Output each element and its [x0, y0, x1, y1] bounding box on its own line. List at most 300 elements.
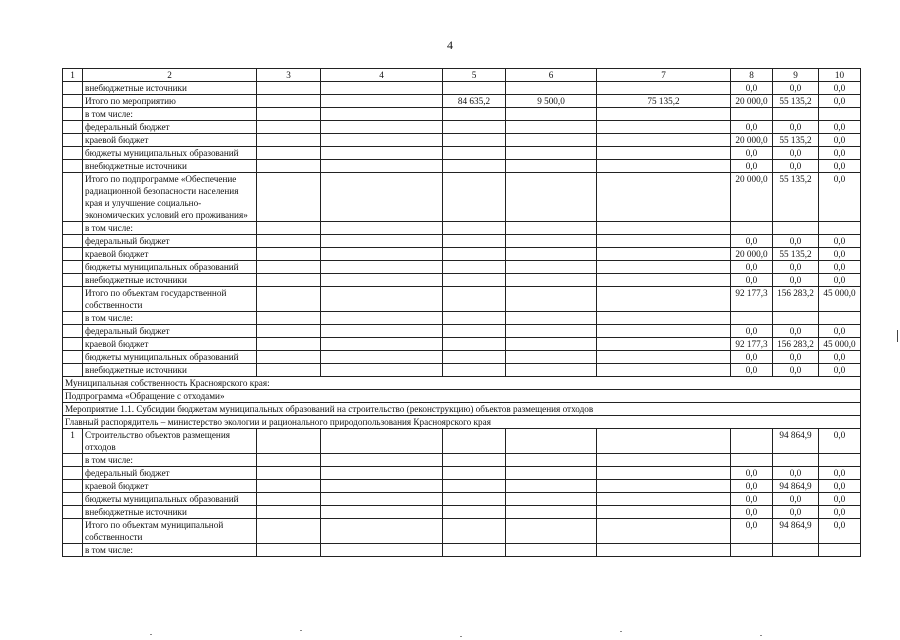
- col-7-value: [597, 519, 731, 544]
- col-4-cell: [321, 351, 443, 364]
- row-number-cell: [63, 248, 83, 261]
- row-number-cell: [63, 338, 83, 351]
- col-8-value: [731, 454, 773, 467]
- row-number-cell: [63, 134, 83, 147]
- col-8-value: 92 177,3: [731, 287, 773, 312]
- col-9-value: [773, 222, 819, 235]
- row-number-cell: [63, 287, 83, 312]
- row-label-cell: внебюджетные источники: [83, 506, 257, 519]
- col-6-value: [506, 429, 597, 454]
- section-row: [63, 377, 861, 390]
- table-row: [63, 519, 861, 544]
- col-6-value: 9 500,0: [506, 95, 597, 108]
- col-6-value: [506, 480, 597, 493]
- col-4-cell: [321, 544, 443, 557]
- column-header: 2: [83, 69, 257, 82]
- col-7-value: 75 135,2: [597, 95, 731, 108]
- col-6-value: [506, 325, 597, 338]
- section-heading: Подпрограмма «Обращение с отходами»: [63, 390, 861, 403]
- col-3-cell: [257, 147, 321, 160]
- col-5-value: [443, 235, 506, 248]
- row-number-cell: [63, 351, 83, 364]
- section-row: [63, 403, 861, 416]
- col-5-value: [443, 454, 506, 467]
- col-9-value: 94 864,9: [773, 519, 819, 544]
- col-6-value: [506, 454, 597, 467]
- column-header: 6: [506, 69, 597, 82]
- col-5-value: [443, 222, 506, 235]
- col-7-value: [597, 454, 731, 467]
- col-4-cell: [321, 287, 443, 312]
- col-5-value: [443, 147, 506, 160]
- col-9-value: 55 135,2: [773, 173, 819, 222]
- col-8-value: 92 177,3: [731, 338, 773, 351]
- column-header: 9: [773, 69, 819, 82]
- col-7-value: [597, 248, 731, 261]
- col-10-value: [819, 544, 861, 557]
- col-3-cell: [257, 82, 321, 95]
- row-label-cell: в том числе:: [83, 454, 257, 467]
- col-3-cell: [257, 248, 321, 261]
- col-5-value: [443, 82, 506, 95]
- scan-dot: [300, 630, 302, 631]
- col-6-value: [506, 160, 597, 173]
- col-10-value: 0,0: [819, 248, 861, 261]
- col-6-value: [506, 274, 597, 287]
- budget-table: [62, 68, 861, 557]
- col-7-value: [597, 429, 731, 454]
- row-number-cell: [63, 312, 83, 325]
- table-row: [63, 429, 861, 454]
- col-7-value: [597, 82, 731, 95]
- col-6-value: [506, 261, 597, 274]
- col-3-cell: [257, 544, 321, 557]
- col-6-value: [506, 467, 597, 480]
- row-number-cell: [63, 108, 83, 121]
- table-row: [63, 108, 861, 121]
- col-8-value: 20 000,0: [731, 173, 773, 222]
- row-label-cell: Итого по объектам муниципальной собственности: [83, 519, 257, 544]
- col-7-value: [597, 108, 731, 121]
- col-8-value: 0,0: [731, 82, 773, 95]
- col-7-value: [597, 160, 731, 173]
- col-8-value: 20 000,0: [731, 95, 773, 108]
- col-6-value: [506, 287, 597, 312]
- col-6-value: [506, 493, 597, 506]
- row-label-cell: федеральный бюджет: [83, 467, 257, 480]
- row-number-cell: [63, 519, 83, 544]
- col-10-value: 0,0: [819, 519, 861, 544]
- row-label-cell: внебюджетные источники: [83, 160, 257, 173]
- col-8-value: [731, 544, 773, 557]
- col-5-value: [443, 493, 506, 506]
- col-8-value: 0,0: [731, 147, 773, 160]
- table-row: [63, 222, 861, 235]
- col-5-value: [443, 351, 506, 364]
- col-10-value: 0,0: [819, 173, 861, 222]
- col-3-cell: [257, 519, 321, 544]
- col-6-value: [506, 147, 597, 160]
- col-5-value: [443, 108, 506, 121]
- col-6-value: [506, 248, 597, 261]
- col-9-value: 0,0: [773, 506, 819, 519]
- column-header: 4: [321, 69, 443, 82]
- col-3-cell: [257, 173, 321, 222]
- col-9-value: 0,0: [773, 235, 819, 248]
- row-label-cell: в том числе:: [83, 544, 257, 557]
- row-number-cell: [63, 160, 83, 173]
- col-3-cell: [257, 338, 321, 351]
- col-4-cell: [321, 108, 443, 121]
- col-6-value: [506, 506, 597, 519]
- row-label-cell: краевой бюджет: [83, 480, 257, 493]
- col-6-value: [506, 121, 597, 134]
- col-3-cell: [257, 364, 321, 377]
- col-3-cell: [257, 235, 321, 248]
- col-5-value: [443, 364, 506, 377]
- col-4-cell: [321, 274, 443, 287]
- table-row: [63, 134, 861, 147]
- col-3-cell: [257, 325, 321, 338]
- col-9-value: 94 864,9: [773, 429, 819, 454]
- scan-dot: [760, 635, 762, 636]
- row-number-cell: [63, 544, 83, 557]
- col-9-value: [773, 454, 819, 467]
- col-9-value: 0,0: [773, 82, 819, 95]
- table-row: [63, 480, 861, 493]
- col-5-value: [443, 274, 506, 287]
- row-number-cell: [63, 325, 83, 338]
- col-10-value: 0,0: [819, 121, 861, 134]
- row-label-cell: в том числе:: [83, 108, 257, 121]
- col-10-value: 45 000,0: [819, 338, 861, 351]
- table-header-row: [63, 69, 861, 82]
- col-9-value: 0,0: [773, 160, 819, 173]
- scan-dot: [460, 636, 462, 637]
- col-7-value: [597, 134, 731, 147]
- col-8-value: [731, 108, 773, 121]
- col-9-value: 0,0: [773, 147, 819, 160]
- col-3-cell: [257, 95, 321, 108]
- col-4-cell: [321, 519, 443, 544]
- column-header: 8: [731, 69, 773, 82]
- col-3-cell: [257, 351, 321, 364]
- col-4-cell: [321, 261, 443, 274]
- table-row: [63, 544, 861, 557]
- row-number-cell: [63, 121, 83, 134]
- row-number-cell: [63, 506, 83, 519]
- col-3-cell: [257, 222, 321, 235]
- col-6-value: [506, 82, 597, 95]
- section-row: [63, 390, 861, 403]
- col-4-cell: [321, 248, 443, 261]
- col-7-value: [597, 480, 731, 493]
- col-4-cell: [321, 338, 443, 351]
- row-label-cell: внебюджетные источники: [83, 274, 257, 287]
- col-8-value: [731, 429, 773, 454]
- col-10-value: 0,0: [819, 493, 861, 506]
- col-7-value: [597, 173, 731, 222]
- col-6-value: [506, 312, 597, 325]
- row-number-cell: [63, 364, 83, 377]
- row-number-cell: [63, 235, 83, 248]
- row-label-cell: Строительство объектов размещения отходов: [83, 429, 257, 454]
- col-6-value: [506, 544, 597, 557]
- col-3-cell: [257, 287, 321, 312]
- col-10-value: [819, 312, 861, 325]
- col-9-value: 0,0: [773, 261, 819, 274]
- row-number-cell: [63, 95, 83, 108]
- col-5-value: 84 635,2: [443, 95, 506, 108]
- col-10-value: 0,0: [819, 261, 861, 274]
- col-4-cell: [321, 147, 443, 160]
- col-10-value: 0,0: [819, 325, 861, 338]
- column-header: 5: [443, 69, 506, 82]
- row-label-cell: федеральный бюджет: [83, 121, 257, 134]
- col-7-value: [597, 312, 731, 325]
- col-8-value: 0,0: [731, 351, 773, 364]
- col-9-value: 94 864,9: [773, 480, 819, 493]
- col-9-value: [773, 108, 819, 121]
- row-number-cell: [63, 454, 83, 467]
- row-label-cell: бюджеты муниципальных образований: [83, 261, 257, 274]
- table-row: [63, 312, 861, 325]
- table-row: [63, 506, 861, 519]
- col-10-value: 0,0: [819, 235, 861, 248]
- col-4-cell: [321, 95, 443, 108]
- table-row: [63, 160, 861, 173]
- col-9-value: 0,0: [773, 351, 819, 364]
- col-4-cell: [321, 364, 443, 377]
- section-heading: Муниципальная собственность Красноярского края:: [63, 377, 861, 390]
- row-number-cell: [63, 274, 83, 287]
- col-10-value: 0,0: [819, 351, 861, 364]
- col-10-value: 0,0: [819, 274, 861, 287]
- col-7-value: [597, 261, 731, 274]
- col-8-value: 0,0: [731, 160, 773, 173]
- col-7-value: [597, 544, 731, 557]
- col-4-cell: [321, 325, 443, 338]
- table-row: [63, 493, 861, 506]
- col-8-value: [731, 222, 773, 235]
- col-7-value: [597, 351, 731, 364]
- row-label-cell: бюджеты муниципальных образований: [83, 147, 257, 160]
- col-4-cell: [321, 173, 443, 222]
- col-10-value: 0,0: [819, 147, 861, 160]
- row-number-cell: [63, 173, 83, 222]
- table-row: [63, 274, 861, 287]
- col-7-value: [597, 506, 731, 519]
- col-7-value: [597, 235, 731, 248]
- row-label-cell: Итого по объектам государственной собственности: [83, 287, 257, 312]
- table-row: [63, 173, 861, 222]
- col-8-value: 0,0: [731, 364, 773, 377]
- col-9-value: 0,0: [773, 325, 819, 338]
- row-label-cell: бюджеты муниципальных образований: [83, 493, 257, 506]
- table-row: [63, 364, 861, 377]
- table-row: [63, 351, 861, 364]
- col-7-value: [597, 467, 731, 480]
- col-4-cell: [321, 506, 443, 519]
- col-6-value: [506, 222, 597, 235]
- col-8-value: 20 000,0: [731, 248, 773, 261]
- col-7-value: [597, 287, 731, 312]
- col-6-value: [506, 235, 597, 248]
- col-9-value: 0,0: [773, 121, 819, 134]
- col-10-value: [819, 222, 861, 235]
- col-7-value: [597, 338, 731, 351]
- col-4-cell: [321, 454, 443, 467]
- row-number-cell: [63, 82, 83, 95]
- table-row: [63, 95, 861, 108]
- table-row: [63, 467, 861, 480]
- col-7-value: [597, 364, 731, 377]
- col-4-cell: [321, 235, 443, 248]
- col-4-cell: [321, 429, 443, 454]
- col-3-cell: [257, 312, 321, 325]
- row-label-cell: в том числе:: [83, 222, 257, 235]
- column-header: 1: [63, 69, 83, 82]
- row-label-cell: бюджеты муниципальных образований: [83, 351, 257, 364]
- row-number-cell: [63, 467, 83, 480]
- table-row: [63, 121, 861, 134]
- col-9-value: 156 283,2: [773, 338, 819, 351]
- col-5-value: [443, 519, 506, 544]
- col-3-cell: [257, 429, 321, 454]
- row-number-cell: [63, 480, 83, 493]
- row-label-cell: Итого по мероприятию: [83, 95, 257, 108]
- row-label-cell: Итого по подпрограмме «Обеспечение радиационной безопасности населения края и улучшение социально-экономических условий его проживания»: [83, 173, 257, 222]
- col-5-value: [443, 480, 506, 493]
- col-9-value: 55 135,2: [773, 134, 819, 147]
- col-10-value: 0,0: [819, 506, 861, 519]
- section-heading: Главный распорядитель – министерство экологии и рационального природопользования Красноярского края: [63, 416, 861, 429]
- col-10-value: 45 000,0: [819, 287, 861, 312]
- col-5-value: [443, 429, 506, 454]
- table-row: [63, 82, 861, 95]
- col-9-value: 0,0: [773, 467, 819, 480]
- col-5-value: [443, 134, 506, 147]
- table-row: [63, 248, 861, 261]
- col-7-value: [597, 325, 731, 338]
- col-5-value: [443, 312, 506, 325]
- col-5-value: [443, 338, 506, 351]
- row-label-cell: краевой бюджет: [83, 248, 257, 261]
- col-5-value: [443, 160, 506, 173]
- col-4-cell: [321, 480, 443, 493]
- col-8-value: 0,0: [731, 493, 773, 506]
- col-4-cell: [321, 467, 443, 480]
- col-7-value: [597, 121, 731, 134]
- col-6-value: [506, 173, 597, 222]
- table-row: [63, 287, 861, 312]
- col-5-value: [443, 173, 506, 222]
- column-header: 10: [819, 69, 861, 82]
- col-8-value: 0,0: [731, 235, 773, 248]
- col-10-value: 0,0: [819, 429, 861, 454]
- col-9-value: 0,0: [773, 364, 819, 377]
- row-label-cell: внебюджетные источники: [83, 82, 257, 95]
- row-label-cell: внебюджетные источники: [83, 364, 257, 377]
- column-header: 7: [597, 69, 731, 82]
- col-3-cell: [257, 493, 321, 506]
- col-8-value: 0,0: [731, 261, 773, 274]
- col-6-value: [506, 134, 597, 147]
- col-8-value: [731, 312, 773, 325]
- col-9-value: 156 283,2: [773, 287, 819, 312]
- col-5-value: [443, 121, 506, 134]
- col-9-value: 0,0: [773, 493, 819, 506]
- page-number: 4: [447, 38, 453, 52]
- col-10-value: [819, 108, 861, 121]
- col-4-cell: [321, 160, 443, 173]
- col-4-cell: [321, 82, 443, 95]
- table-row: [63, 147, 861, 160]
- row-number-cell: [63, 261, 83, 274]
- col-5-value: [443, 506, 506, 519]
- col-5-value: [443, 248, 506, 261]
- col-4-cell: [321, 493, 443, 506]
- col-10-value: 0,0: [819, 364, 861, 377]
- col-7-value: [597, 274, 731, 287]
- table-row: [63, 261, 861, 274]
- row-number-cell: [63, 147, 83, 160]
- col-3-cell: [257, 108, 321, 121]
- col-9-value: 0,0: [773, 274, 819, 287]
- col-10-value: 0,0: [819, 467, 861, 480]
- col-3-cell: [257, 121, 321, 134]
- col-9-value: [773, 544, 819, 557]
- col-6-value: [506, 519, 597, 544]
- col-4-cell: [321, 222, 443, 235]
- col-5-value: [443, 544, 506, 557]
- scan-dot: [620, 631, 622, 632]
- col-6-value: [506, 351, 597, 364]
- row-number-cell: 1: [63, 429, 83, 454]
- col-5-value: [443, 287, 506, 312]
- col-4-cell: [321, 312, 443, 325]
- col-3-cell: [257, 506, 321, 519]
- row-label-cell: федеральный бюджет: [83, 325, 257, 338]
- col-8-value: 0,0: [731, 519, 773, 544]
- col-8-value: 0,0: [731, 506, 773, 519]
- col-8-value: 0,0: [731, 274, 773, 287]
- table-row: [63, 338, 861, 351]
- section-row: [63, 416, 861, 429]
- col-6-value: [506, 338, 597, 351]
- col-5-value: [443, 467, 506, 480]
- col-8-value: 0,0: [731, 480, 773, 493]
- col-3-cell: [257, 467, 321, 480]
- col-5-value: [443, 325, 506, 338]
- scan-mark: [897, 330, 898, 342]
- row-number-cell: [63, 222, 83, 235]
- table-row: [63, 454, 861, 467]
- row-label-cell: федеральный бюджет: [83, 235, 257, 248]
- col-7-value: [597, 493, 731, 506]
- col-3-cell: [257, 261, 321, 274]
- scan-dot: [150, 634, 152, 635]
- col-3-cell: [257, 134, 321, 147]
- col-8-value: 0,0: [731, 325, 773, 338]
- column-header: 3: [257, 69, 321, 82]
- table-row: [63, 235, 861, 248]
- col-9-value: [773, 312, 819, 325]
- col-5-value: [443, 261, 506, 274]
- col-3-cell: [257, 480, 321, 493]
- col-9-value: 55 135,2: [773, 95, 819, 108]
- col-4-cell: [321, 134, 443, 147]
